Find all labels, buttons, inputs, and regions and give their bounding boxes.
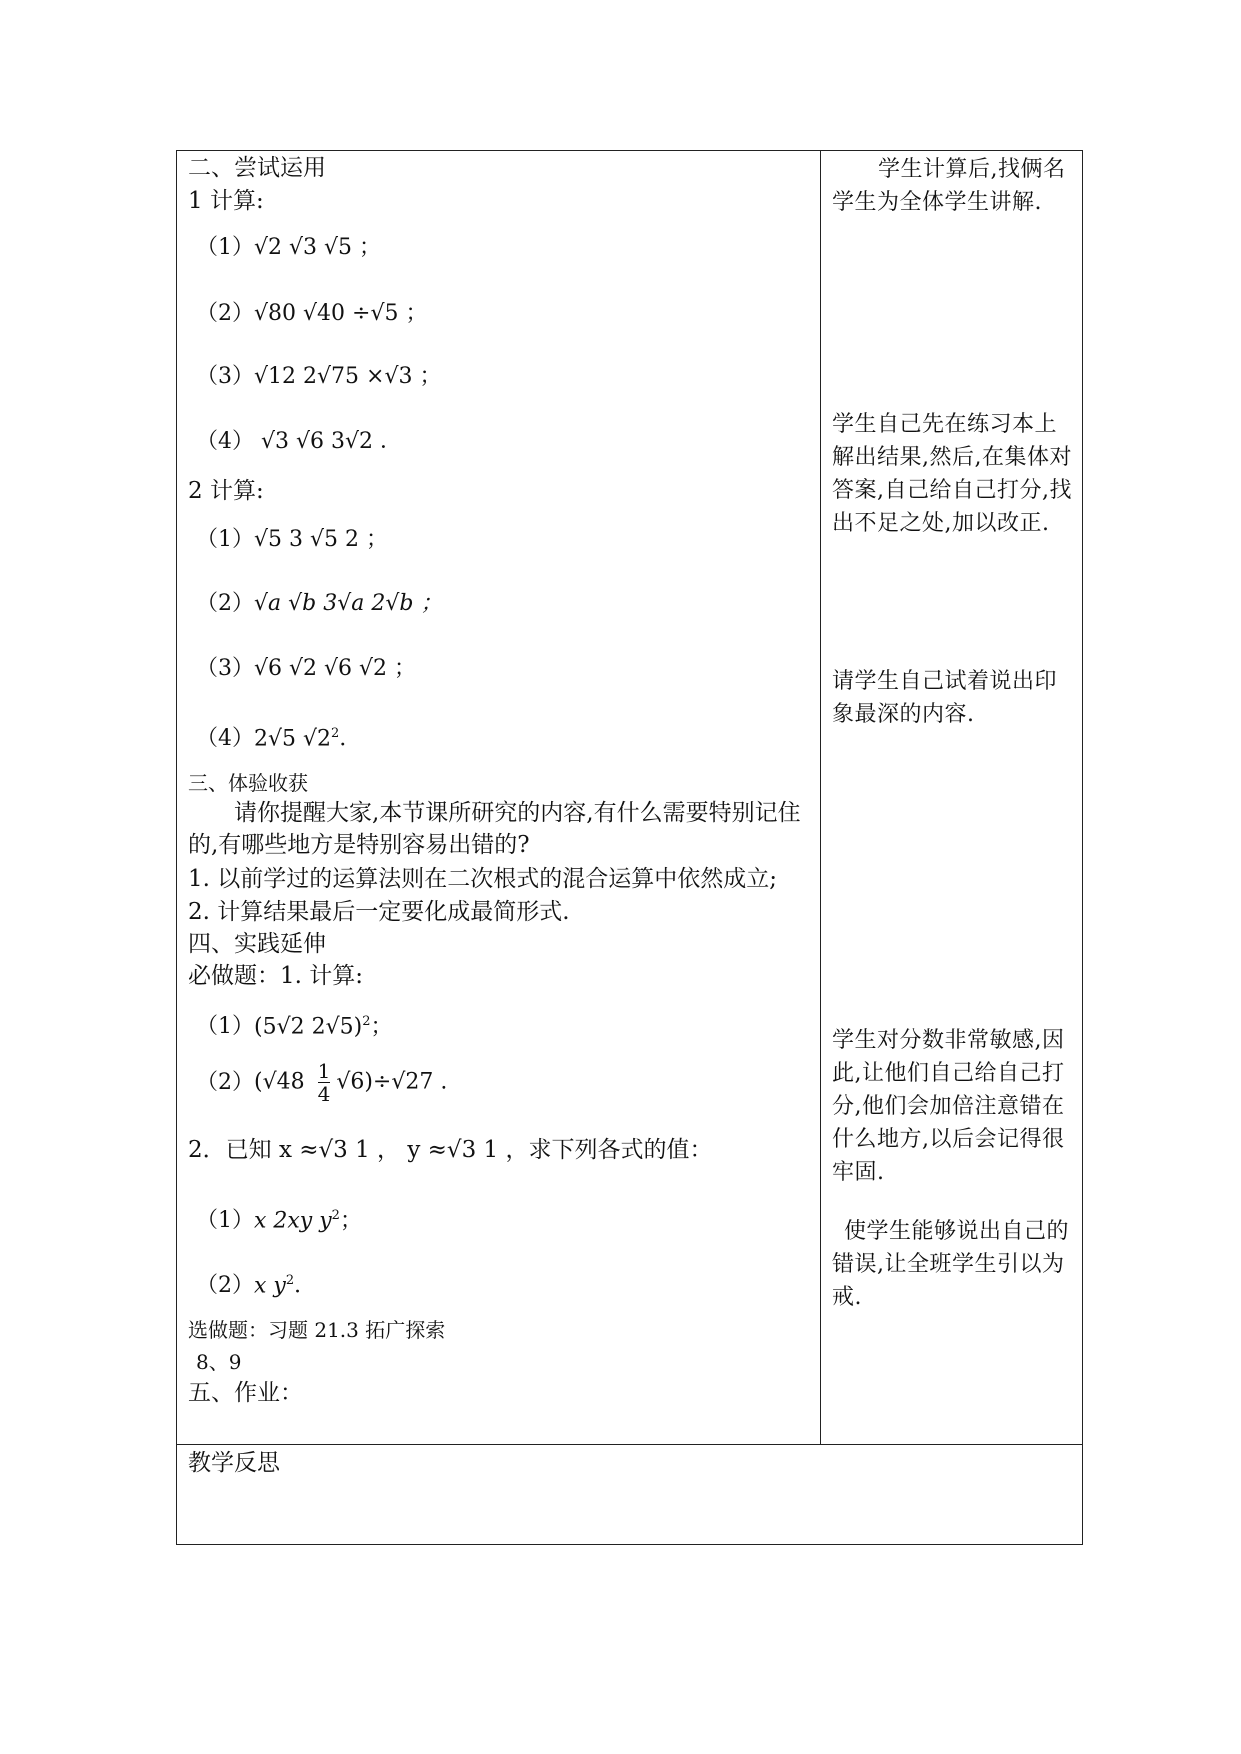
required-title: 必做题：1. 计算: bbox=[188, 963, 364, 989]
q1-item-1: （1）√2 √3 √5 ； bbox=[196, 235, 382, 260]
note-impression: 请学生自己试着说出印象最深的内容. bbox=[832, 669, 1058, 727]
note-self-check: 学生自己先在练习本上解出结果,然后,在集体对答案,自己给自己打分,找出不足之处,加以改正. bbox=[832, 412, 1072, 536]
section3-title: 三、体验收获 bbox=[188, 771, 308, 795]
required-item-1: （1）(5√2 2√5)$^2$； bbox=[196, 1014, 393, 1040]
required-item-2: （2）(√48 $\frac{1}{4}$ √6)÷√27 . bbox=[196, 1059, 448, 1106]
q1-item-4: （4） √3 √6 3√2 ． bbox=[196, 429, 403, 454]
q2-item-2: （2）√a √b 3√a 2√b ； bbox=[196, 591, 443, 616]
q2-title: 2 计算: bbox=[188, 478, 264, 504]
q1-title: 1 计算: bbox=[188, 188, 264, 214]
fraction-one-quarter: $\frac{1}{4}$ bbox=[317, 1059, 331, 1106]
sub-item-2: （2）x $y^2$． bbox=[196, 1273, 317, 1299]
q1-item-2: （2）√80 √40 ÷√5 ； bbox=[196, 301, 428, 326]
question-2-text: 2．已知 x ≈√3 1 ， y ≈√3 1 ，求下列各式的值： bbox=[188, 1137, 713, 1163]
column-divider bbox=[820, 150, 821, 1445]
row-divider bbox=[176, 1444, 1083, 1445]
reflection-title: 教学反思 bbox=[188, 1450, 280, 1476]
section5-title: 五、作业： bbox=[188, 1380, 303, 1406]
section4-title: 四、实践延伸 bbox=[188, 931, 326, 957]
q1-item-3: （3）√12 2√75 ×√3 ； bbox=[196, 364, 442, 389]
optional-line-1: 选做题：习题 21.3 拓广探索 bbox=[188, 1318, 446, 1342]
q2-item-1: （1）√5 3 √5 2 ； bbox=[196, 527, 388, 552]
section3-point-2: 2. 计算结果最后一定要化成最简形式. bbox=[188, 899, 570, 925]
note-explain: 学生计算后,找俩名学生为全体学生讲解. bbox=[832, 157, 1066, 215]
optional-line-2: 8、9 bbox=[196, 1350, 242, 1374]
note-scoring: 学生对分数非常敏感,因此,让他们自己给自己打分,他们会加倍注意错在什么地方,以后会记得很牢固. bbox=[832, 1028, 1065, 1185]
section3-paragraph: 请你提醒大家,本节课所研究的内容,有什么需要特别记住的,有哪些地方是特别容易出错的? bbox=[188, 800, 801, 858]
q2-item-4: （4）2√5 $√2^2$． bbox=[196, 726, 362, 752]
note-errors: 使学生能够说出自己的错误,让全班学生引以为戒. bbox=[832, 1219, 1070, 1310]
sub-item-1: （1）x 2xy $y^2$； bbox=[196, 1208, 362, 1234]
section2-title: 二、尝试运用 bbox=[188, 155, 326, 181]
q2-item-3: （3）√6 √2 √6 √2 ； bbox=[196, 656, 417, 681]
section3-point-1: 1. 以前学过的运算法则在二次根式的混合运算中依然成立; bbox=[188, 866, 778, 892]
